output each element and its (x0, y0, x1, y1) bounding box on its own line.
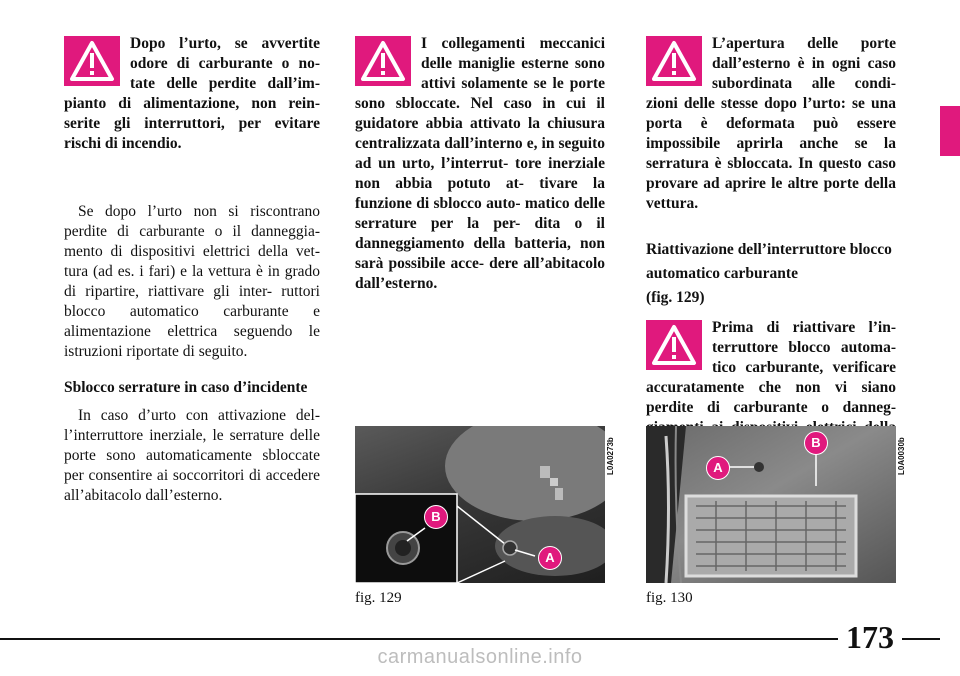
page-number: 173 (838, 615, 902, 659)
figure-caption: fig. 129 (355, 590, 402, 606)
section-heading: Riattivazione dell’interruttore blocco automatico carburante (646, 241, 892, 282)
figure-130-photo (646, 426, 896, 583)
watermark: carmanualsonline.info (377, 646, 583, 668)
figure-caption: fig. 130 (646, 590, 693, 606)
warning-block (355, 34, 605, 294)
body-paragraph (64, 202, 320, 362)
warning-text: L’apertura delle porte dall’esterno è in ogni caso subordinata alle condi- zioni delle stesse dopo l’urto: se una porta è deformata può essere impossibile aprirla anche se la serratura è sbloccata. In questo caso provare ad aprire le altre porte della vettura. (646, 35, 896, 212)
callout-b: B (424, 505, 448, 529)
warning-icon (64, 36, 120, 86)
column-1 (64, 34, 320, 506)
section-tab (940, 106, 960, 156)
warning-icon (646, 320, 702, 370)
section-heading: Sblocco serrature in caso d’incidente (64, 379, 308, 396)
warning-text: Prima di riattivare l’in- terruttore blocco automa- tico carburante, verificare accuratamente che non vi siano perdite di carburante o danneg- (646, 319, 896, 416)
footer-rule (0, 638, 940, 640)
body-paragraph (64, 406, 320, 506)
callout-a: A (706, 456, 730, 480)
warning-text: I collegamenti meccanici delle maniglie esterne sono attivi solamente se le porte sono sbloccate. Nel caso in cui il guidatore abbia attivato la chiusura centralizzata dall’interno e, in seguito ad un urto, l’interrut- tore inerziale non abbia potuto at- tivare la funzione di sblocco auto- matico delle serrature per la per- dita o il danneggiamento della batteria, non sarà possibile acce- dere all’abitacolo dall’esterno. (355, 35, 605, 292)
callout-b: B (804, 431, 828, 455)
figure-code: L0A0030b (897, 437, 906, 475)
section-heading-ref: (fig. 129) (646, 289, 705, 306)
paragraph-text: Se dopo l’urto non si riscontrano perdite di carburante o il danneggia- mento di dispositivi elettrici della vet- tura (ad es. i fari) e la vettura è in grado di ripartire, riattivare gli inter- ruttori blocco automatico carburante e alimentazione elettrica seguendo le istruzioni riportate di seguito. (64, 203, 320, 360)
figure-code: L0A0273b (606, 437, 615, 475)
warning-icon (355, 36, 411, 86)
warning-block (646, 34, 896, 214)
warning-icon (646, 36, 702, 86)
column-2 (355, 34, 605, 294)
callout-a: A (538, 546, 562, 570)
warning-block (64, 34, 320, 154)
warning-text: Dopo l’urto, se avvertite odore di carburante o no- tate delle perdite dall’im- pianto di alimentazione, non rein- serite gli interruttori, per evitare rischi di incendio. (64, 35, 320, 152)
figure-129-photo (355, 426, 605, 583)
column-3 (646, 34, 896, 458)
paragraph-text: In caso d’urto con attivazione del- l’interruttore inerziale, le serrature delle porte sono automaticamente sbloccate per consentire ai soccorritori di accedere all’abitacolo dall’esterno. (64, 407, 320, 504)
